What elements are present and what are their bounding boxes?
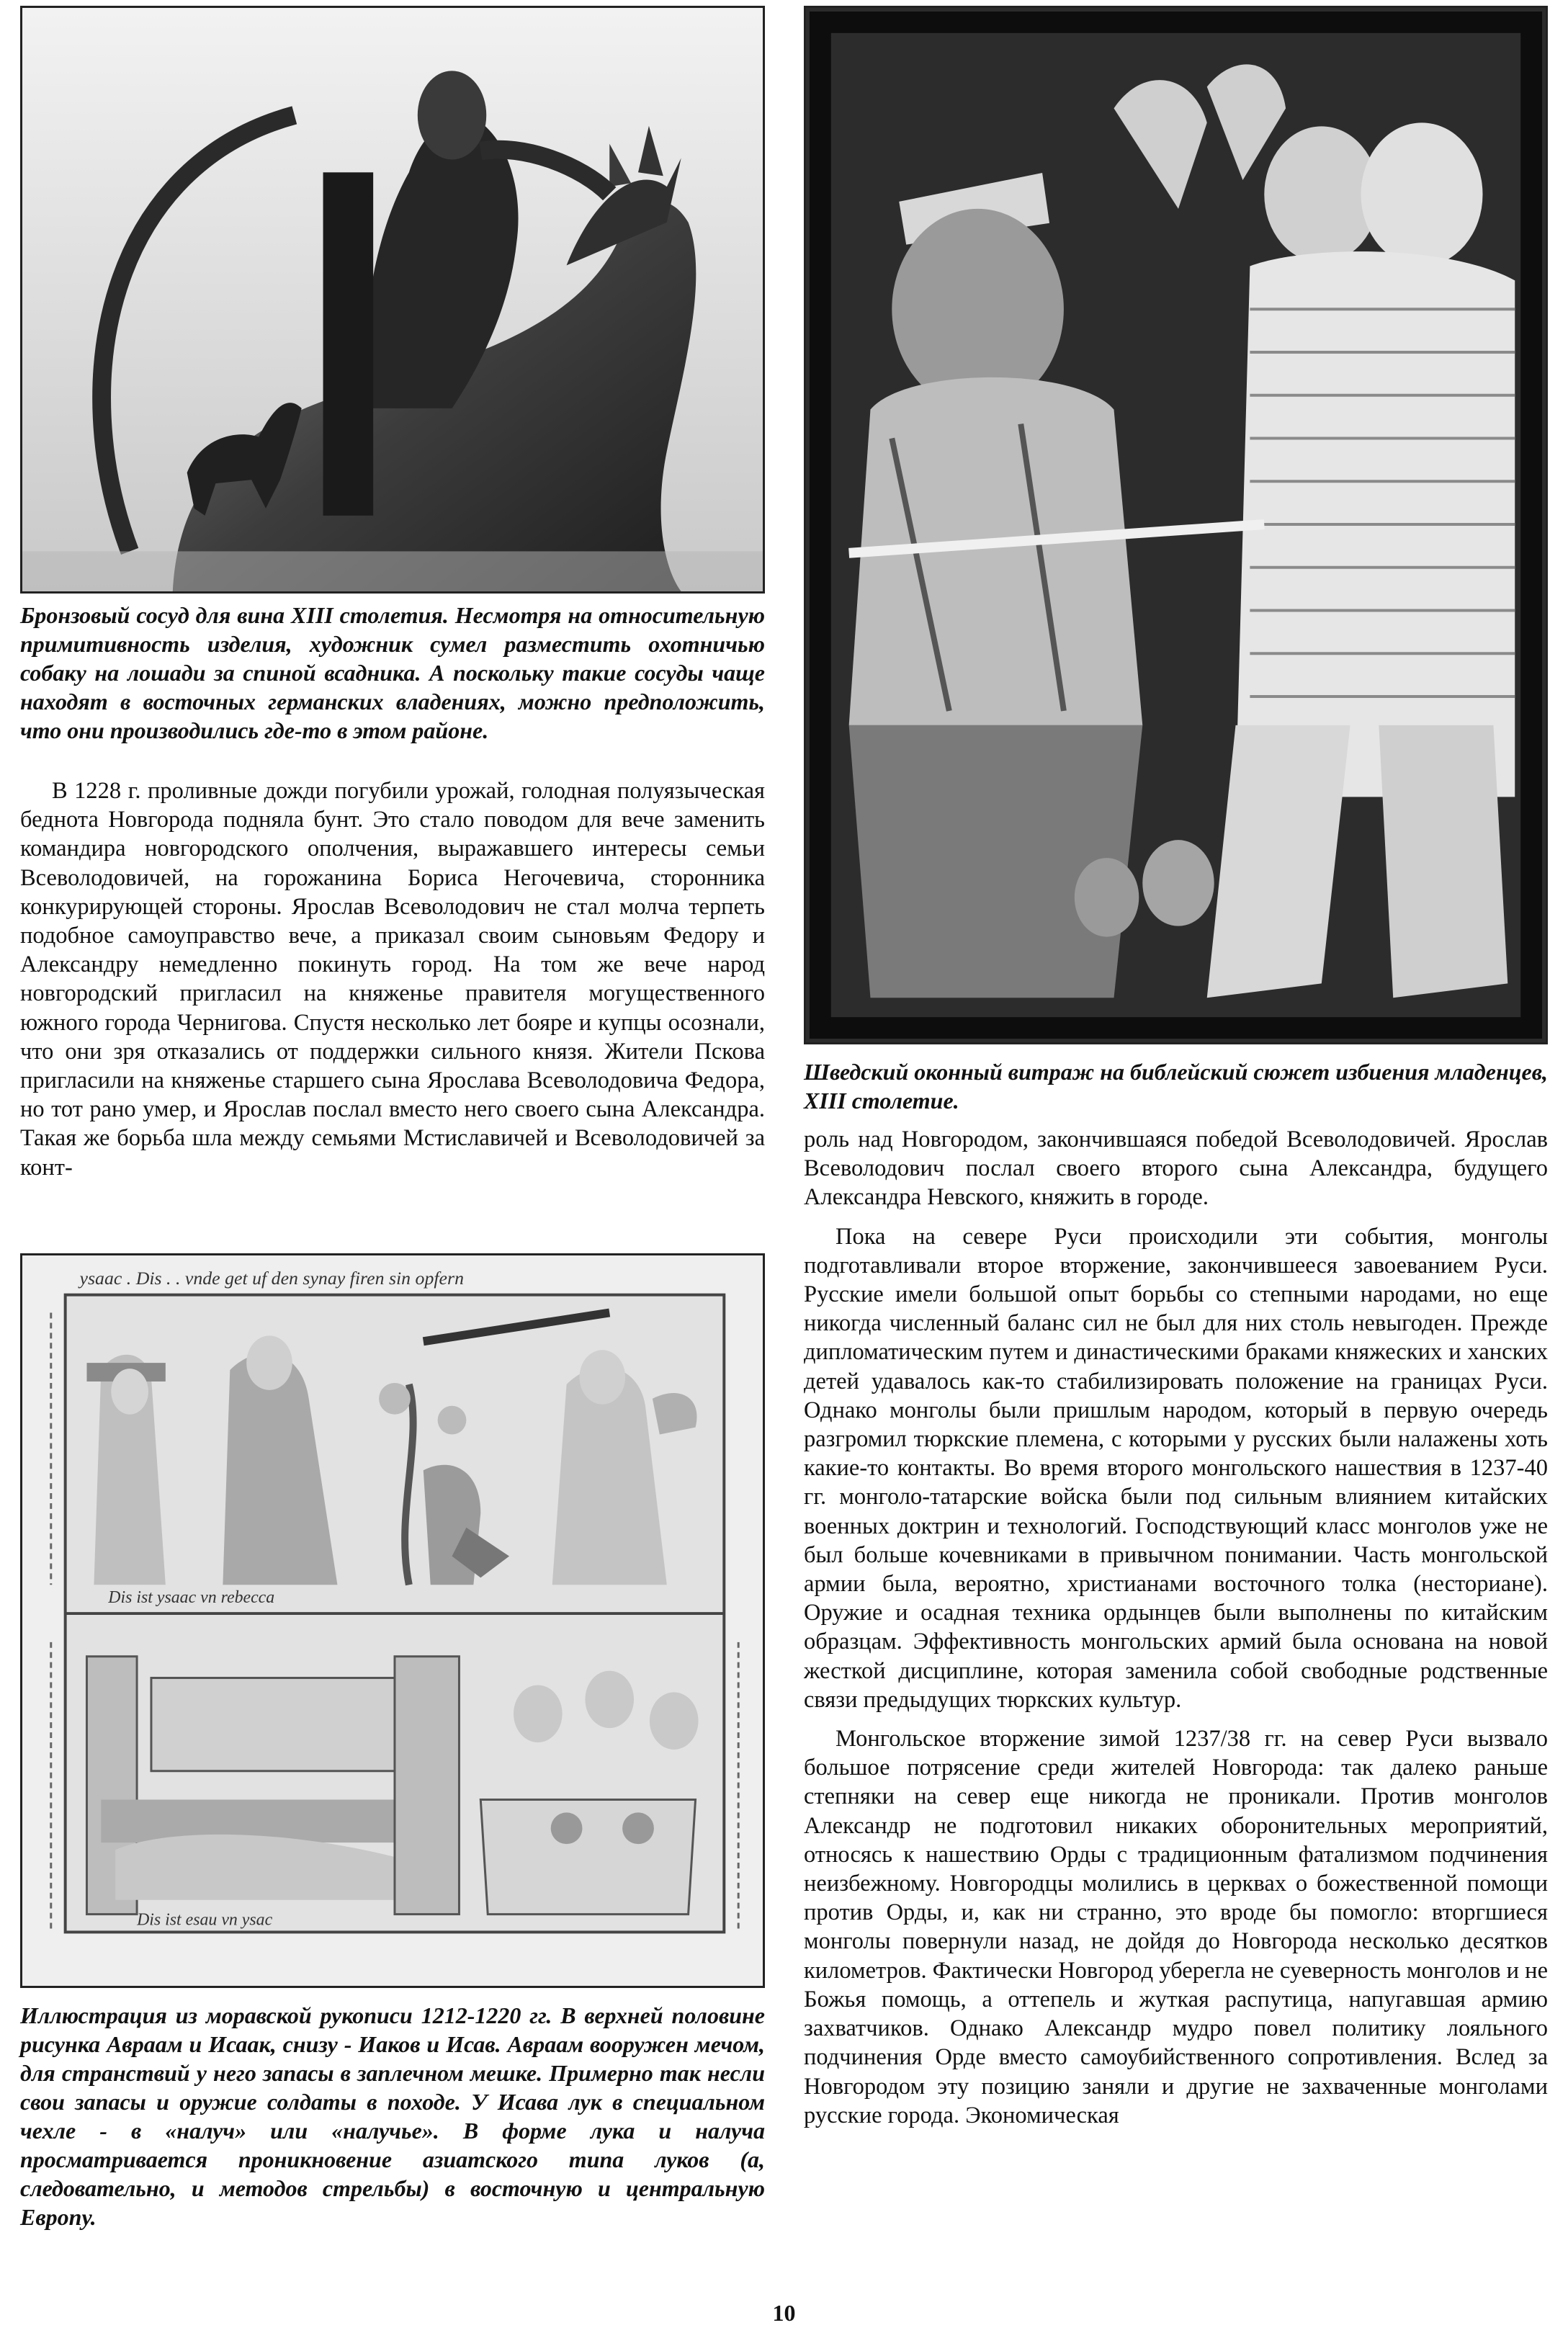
- stained-glass-photo: [804, 6, 1548, 1044]
- manuscript-illustration: [22, 1255, 763, 1986]
- vessel-photo: [20, 6, 765, 594]
- stained-glass-caption: Шведский оконный витраж на библейский сюжет избиения младенцев, XIII столетие.: [804, 1059, 1548, 1114]
- vessel-illustration: [22, 8, 763, 591]
- right-paragraph-1: роль над Новгородом, закончившаяся победой Всеволодовичей. Ярослав Всеволодович послал своего второго сына Александра, будущего Александра Невского, княжить в городе.: [804, 1127, 1548, 1211]
- inscription-top: ysaac . Dis . . vnde get uf den synay firen sin opfern: [79, 1267, 464, 1289]
- stained-glass-illustration: [806, 8, 1546, 1042]
- inscription-middle-left: Dis ist ysaac vn rebecca: [108, 1588, 275, 1608]
- manuscript-photo: [20, 1253, 765, 1988]
- manuscript-caption: Иллюстрация из моравской рукописи 1212-1220 гг. В верхней половине рисунка Авраам и Исаак, снизу - Иаков и Исав. Авраам вооружен мечом, для странствий у него запасы в заплечном мешке. Примерно так несли свои запасы и оружие солдаты в походе. У Исава лук в специальном чехле - в «налуч» или «налучье». В форме лука и налуча просматривается проникновение азиатского типа луков (а, следовательно, и методов стрельбы) в восточную и центральную Европу.: [20, 2002, 765, 2230]
- page-number: 10: [772, 2300, 796, 2326]
- right-paragraph-2: Пока на севере Руси происходили эти события, монголы подготавливали второе вторжение, закончившееся завоеванием Руси. Русские имели большой опыт борьбы со степными народами, но еще никогда численный баланс сил не был для них столь невыгоден. Прежде дипломатическим путем и династическими браками княжеских и ханских детей удавалось как-то стабилизировать положение на границах Руси. Однако монголы были пришлым народом, который в первую очередь разгромил тюркские племена, с которыми у русских были налажены хоть какие-то контакты. Во время второго монгольского нашествия в 1237-40 гг. монголо-татарские войска были под сильным влиянием китайских военных доктрин и технологий. Господствующий класс монголов уже не был больше кочевниками в привычном понимании. Часть монгольской армии была, вероятно, христианами восточного толка (несториане). Оружие и осадная техника ордынцев были выполнены по китайским образцам. Эффективность монгольских армий была основана на новой жесткой дисциплине, которая заменила собой свободные родственные связи предыдущих тюркских культур.: [804, 1223, 1548, 1713]
- inscription-bottom: Dis ist esau vn ysac: [137, 1910, 273, 1930]
- vessel-caption: Бронзовый сосуд для вина XIII столетия. Несмотря на относительную примитивность изделия, художник сумел разместить охотничью собаку на лошади за спиной всадника. А поскольку такие сосуды чаще находят в восточных германских владениях, можно предположить, что они производились где-то в этом районе.: [20, 602, 765, 743]
- right-column-text: [804, 1125, 1548, 2130]
- right-paragraph-3: Монгольское вторжение зимой 1237/38 гг. на север Руси вызвало большое потрясение среди жителей Новгорода: так далеко раньше степняки на север еще никогда не проникали. Против монголов Александр не подготовил никаких оборонительных мероприятий, относясь к нашествию Орды с традиционным фатализмом подчинения неизбежному. Новгородцы молились в церквах о божественной помощи против Орды, и, как ни странно, это вроде бы помогло: вторгшиеся монголы повернули назад, не дойдя до Новгорода несколько десятков километров. Фактически Новгород уберегла не суеверность монголов и не Божья помощь, а оттепель и жуткая распутица, напугавшая армию захватчиков. Однако Александр мудро повел политику лояльного подчинения Орде вместо самоубийственного сопротивления. Вслед за Новгородом эту позицию заняли и другие не захваченные монголами русские города. Экономическая: [804, 1726, 1548, 2128]
- left-column-text: [20, 776, 765, 1182]
- left-paragraph-1: В 1228 г. проливные дожди погубили урожай, голодная полуязыческая беднота Новгорода подняла бунт. Это стало поводом для вече заменить командира новгородского ополчения, выражавшего интересы семьи Всеволодовичей, на горожанина Бориса Негочевича, сторонника конкурирующей стороны. Ярослав Всеволодович не стал молча терпеть подобное самоуправство вече, а приказал своим сыновьям Федору и Александру немедленно покинуть город. На том же вече народ новгородский пригласил на княженье правителя могущественного южного города Чернигова. Спустя несколько лет бояре и купцы осознали, что они зря отказались от поддержки сильного князя. Жители Пскова пригласили на княженье старшего сына Ярослава Всеволодовича Федора, но тот рано умер, и Ярослав послал вместо него своего сына Александра. Такая же борьба шла между семьями Мстиславичей и Всеволодовичей за конт-: [20, 778, 765, 1181]
